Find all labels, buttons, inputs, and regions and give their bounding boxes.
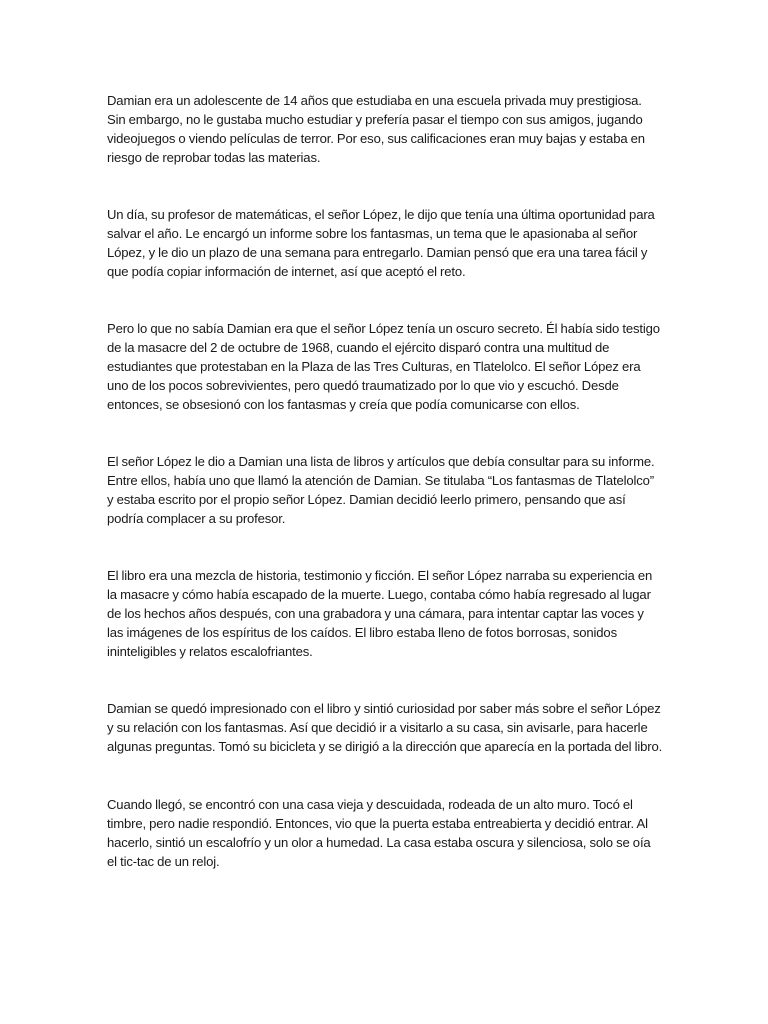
paragraph-7: Cuando llegó, se encontró con una casa vieja y descuidada, rodeada de un alto muro. Tocó el timbre, pero nadie respondió. Entonces, vio que la puerta estaba entreabierta y decidió entrar. Al hacerlo, sintió un escalofrío y un olor a humedad. La casa estaba oscura y silenciosa, solo se oía el tic-tac de un reloj. xyxy=(107,797,651,869)
paragraph-1: Damian era un adolescente de 14 años que estudiaba en una escuela privada muy prestigiosa. Sin embargo, no le gustaba mucho estudiar y prefería pasar el tiempo con sus amigos, jugando videojuegos o viendo películas de terror. Por eso, sus calificaciones eran muy bajas y estaba en riesgo de reprobar todas las materias. xyxy=(107,93,645,165)
paragraph-3: Pero lo que no sabía Damian era que el señor López tenía un oscuro secreto. Él había sido testigo de la masacre del 2 de octubre de 1968, cuando el ejército disparó contra una multitud de estudiantes que protestaban en la Plaza de las Tres Culturas, en Tlatelolco. El señor López era uno de los pocos sobrevivientes, pero quedó traumatizado por lo que vio y escuchó. Desde entonces, se obsesionó con los fantasmas y creía que podía comunicarse con ellos. xyxy=(107,321,660,412)
paragraph-2: Un día, su profesor de matemáticas, el señor López, le dijo que tenía una última oportunidad para salvar el año. Le encargó un informe sobre los fantasmas, un tema que le apasionaba al señor López, y le dio un plazo de una semana para entregarlo. Damian pensó que era una tarea fácil y que podía copiar información de internet, así que aceptó el reto. xyxy=(107,207,655,279)
paragraph-4: El señor López le dio a Damian una lista de libros y artículos que debía consultar para su informe. Entre ellos, había uno que llamó la atención de Damian. Se titulaba “Los fantasmas de Tlatelolco” y estaba escrito por el propio señor López. Damian decidió leerlo primero, pensando que así podría complacer a su profesor. xyxy=(107,454,655,526)
paragraph-6: Damian se quedó impresionado con el libro y sintió curiosidad por saber más sobre el señor López y su relación con los fantasmas. Así que decidió ir a visitarlo a su casa, sin avisarle, para hacerle algunas preguntas. Tomó su bicicleta y se dirigió a la dirección que aparecía en la portada del libro. xyxy=(107,701,663,754)
paragraph-5: El libro era una mezcla de historia, testimonio y ficción. El señor López narraba su experiencia en la masacre y cómo había escapado de la muerte. Luego, contaba cómo había regresado al lugar de los hechos años después, con una grabadora y una cámara, para intentar captar las voces y las imágenes de los espíritus de los caídos. El libro estaba lleno de fotos borrosas, sonidos ininteligibles y relatos escalofriantes. xyxy=(107,568,653,659)
